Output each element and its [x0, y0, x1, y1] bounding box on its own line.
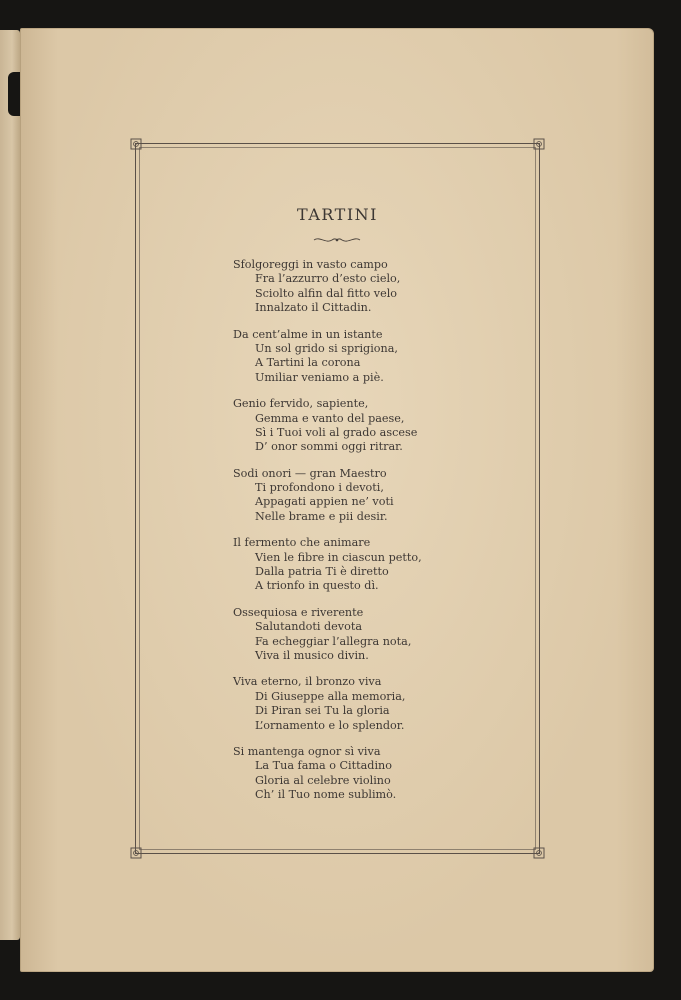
poem-line: Ti profondono i devoti,	[255, 481, 384, 495]
corner-ornament-icon	[532, 846, 546, 860]
poem-line: Sfolgoreggi in vasto campo	[233, 258, 388, 271]
poem-line: A trionfo in questo dì.	[255, 579, 379, 593]
poem-line: Di Giuseppe alla memoria,	[255, 689, 406, 703]
poem-title: TARTINI	[297, 205, 378, 224]
poem-line: Genio fervido, sapiente,	[233, 397, 369, 411]
poem-line: La Tua fama o Cittadino	[255, 759, 392, 773]
corner-ornament-icon	[129, 137, 143, 151]
poem-line: Di Piran sei Tu la gloria	[255, 704, 390, 718]
poem-line: Appagati appien ne’ voti	[255, 495, 394, 509]
poem-line: Gloria al celebre violino	[255, 773, 391, 787]
poem-line: Sì i Tuoi voli al grado ascese	[255, 425, 418, 439]
book-page	[20, 28, 654, 972]
poem-line: Ossequiosa e riverente	[233, 605, 364, 619]
poem-line: Da cent’alme in un istante	[233, 327, 383, 341]
poem-line: Salutandoti devota	[255, 620, 363, 634]
poem-line: Il fermento che animare	[233, 536, 371, 550]
previous-page-edge	[0, 30, 20, 940]
poem-line: Un sol grido si sprigiona,	[255, 341, 398, 355]
poem-stanza	[233, 536, 533, 594]
poem-line: Fa echeggiar l’allegra nota,	[255, 634, 412, 648]
poem-line: Dalla patria Ti è diretto	[255, 565, 389, 579]
poem-stanza	[233, 745, 533, 803]
poem-stanza	[233, 675, 533, 733]
poem-line: Fra l’azzurro d’esto cielo,	[255, 272, 401, 286]
poem-line: Innalzato il Cittadin.	[255, 301, 372, 315]
poem-line: Viva il musico divin.	[255, 648, 369, 662]
poem-line: Nelle brame e pii desir.	[255, 509, 388, 523]
poem-line: Viva eterno, il bronzo viva	[233, 675, 382, 689]
decorative-frame	[135, 143, 540, 854]
page-tear	[8, 72, 20, 116]
poem-line: D’ onor sommi oggi ritrar.	[255, 440, 403, 454]
poem-stanza	[233, 467, 533, 525]
poem-line: Ch’ il Tuo nome sublimò.	[255, 788, 397, 802]
poem-stanza	[233, 258, 533, 316]
poem-line: Sciolto alfin dal fitto velo	[255, 286, 398, 300]
poem-body	[233, 258, 533, 815]
title-flourish-icon	[312, 230, 362, 240]
corner-ornament-icon	[129, 846, 143, 860]
poem-stanza	[233, 397, 533, 455]
poem-stanza	[233, 606, 533, 664]
poem-line: Sodi onori — gran Maestro	[233, 466, 387, 480]
poem-line: L’ornamento e lo splendor.	[255, 718, 405, 732]
poem-stanza	[233, 328, 533, 386]
poem-line: Umiliar veniamo a piè.	[255, 370, 384, 384]
poem-line: Gemma e vanto del paese,	[255, 411, 405, 425]
poem-line: Vien le fibre in ciascun petto,	[255, 550, 422, 564]
corner-ornament-icon	[532, 137, 546, 151]
poem-line: Si mantenga ognor sì viva	[233, 744, 381, 758]
poem-line: A Tartini la corona	[255, 356, 361, 370]
